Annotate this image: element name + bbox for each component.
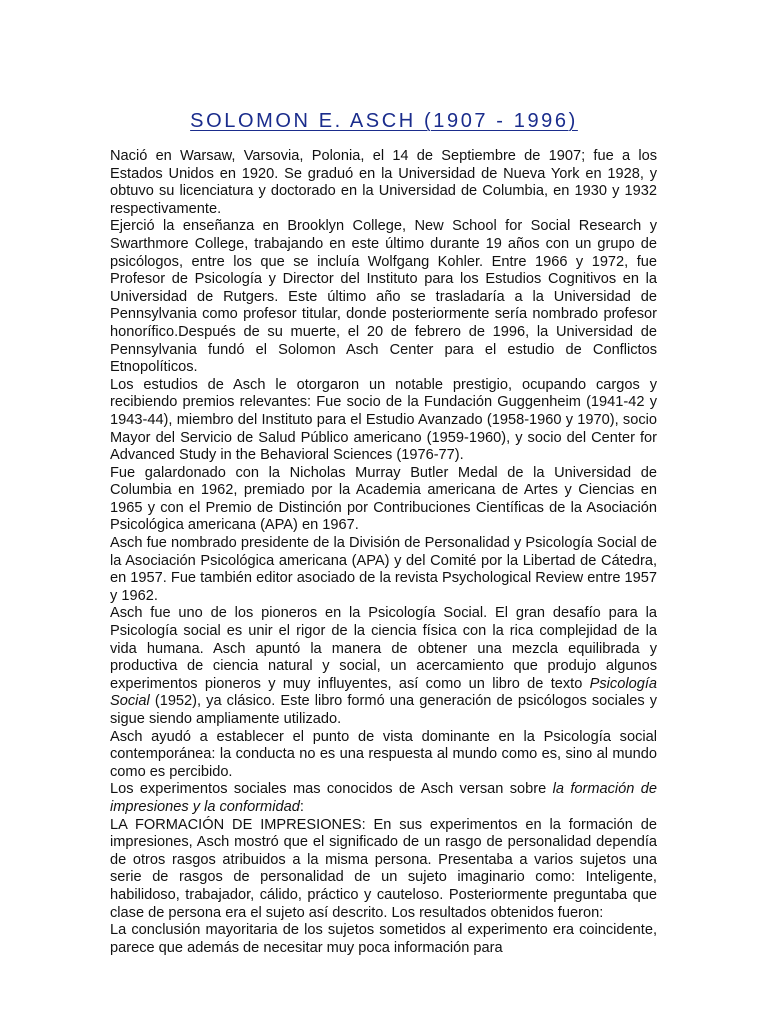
paragraph-experiments-text-a: Los experimentos sociales mas conocidos de Asch versan sobre bbox=[110, 781, 553, 798]
paragraph-viewpoint: Asch ayudó a establecer el punto de vista dominante en la Psicología social contemporánea: la conducta no es una respuesta al mundo como es, sino al mundo como es percibido. bbox=[110, 728, 657, 780]
document-body bbox=[110, 148, 657, 957]
paragraph-teaching: Ejerció la enseñanza en Brooklyn College, New School for Social Research y Swarthmore College, trabajando en este último durante 19 años con un grupo de psicólogos, entre los que se incluía Wolfgang Kohler. Entre 1966 y 1972, fue Profesor de Psicología y Director del Instituto para los Estudios Cognitivos en la Universidad de Rutgers. Este último año se trasladaría a la Universidad de Pennsylvania como profesor titular, donde posteriormente sería nombrado profesor honorífico.Después de su muerte, el 20 de febrero de 1996, la Universidad de Pennsylvania fundó el Solomon Asch Center para el estudio de Conflictos Etnopolíticos. bbox=[110, 218, 657, 376]
paragraph-birth: Nació en Warsaw, Varsovia, Polonia, el 14 de Septiembre de 1907; fue a los Estados Unidos en 1920. Se graduó en la Universidad de Nueva York en 1928, y obtuvo su licenciatura y doctorado en la Universidad de Columbia, en 1930 y 1932 respectivamente. bbox=[110, 148, 657, 217]
experiments-topics: la formación de impresiones y la conformidad bbox=[110, 781, 657, 815]
paragraph-honors: Los estudios de Asch le otorgaron un notable prestigio, ocupando cargos y recibiendo premios relevantes: Fue socio de la Fundación Guggenheim (1941-42 y 1943-44), miembro del Instituto para el Estudio Avanzado (1958-1960 y 1970), socio Mayor del Servicio de Salud Público americano (1959-1960), y socio del Center for Advanced Study in the Behavioral Sciences (1976-77). bbox=[110, 376, 657, 464]
paragraph-experiments-text-b: : bbox=[299, 798, 304, 815]
paragraph-presidency: Asch fue nombrado presidente de la División de Personalidad y Psicología Social de la Asociación Psicológica americana (APA) y del Comité por la Libertad de Cátedra, en 1957. Fue también editor asociado de la revista Psychological Review entre 1957 y 1962. bbox=[110, 535, 657, 604]
paragraph-experiments bbox=[110, 781, 657, 816]
paragraph-pioneer-text-b: (1952), ya clásico. Este libro formó una generación de psicólogos sociales y sigue siendo ampliamente utilizado. bbox=[110, 693, 657, 727]
page-title: SOLOMON E. ASCH (1907 - 1996) bbox=[190, 110, 578, 132]
paragraph-impressions: LA FORMACIÓN DE IMPRESIONES: En sus experimentos en la formación de impresiones, Asch mostró que el significado de un rasgo de personalidad dependía de otros rasgos atribuidos a la misma persona. Presentaba a varios sujetos una serie de rasgos de personalidad de un sujeto imaginario como: Inteligente, habilidoso, trabajador, cálido, práctico y cauteloso. Posteriormente preguntaba que clase de persona era el sujeto así descrito. Los resultados obtenidos fueron: bbox=[110, 816, 657, 921]
book-title: Psicología Social bbox=[110, 675, 657, 710]
paragraph-conclusion: La conclusión mayoritaria de los sujetos sometidos al experimento era coincidente, parece que además de necesitar muy poca información para bbox=[110, 922, 657, 956]
paragraph-pioneer bbox=[110, 605, 657, 728]
paragraph-pioneer-text-a: Asch fue uno de los pioneros en la Psicología Social. El gran desafío para la Psicología social es unir el rigor de la ciencia física con la rica complejidad de la vida humana. Asch apuntó la manera de obtener una mezcla equilibrada y productiva de ciencia natural y social, un acercamiento que produjo algunos experimentos pioneros y muy influyentes, así como un libro de texto bbox=[110, 605, 657, 692]
paragraph-awards: Fue galardonado con la Nicholas Murray Butler Medal de la Universidad de Columbia en 1962, premiado por la Academia americana de Artes y Ciencias en 1965 y con el Premio de Distinción por Contribuciones Científicas de la Asociación Psicológica americana (APA) en 1967. bbox=[110, 464, 657, 534]
